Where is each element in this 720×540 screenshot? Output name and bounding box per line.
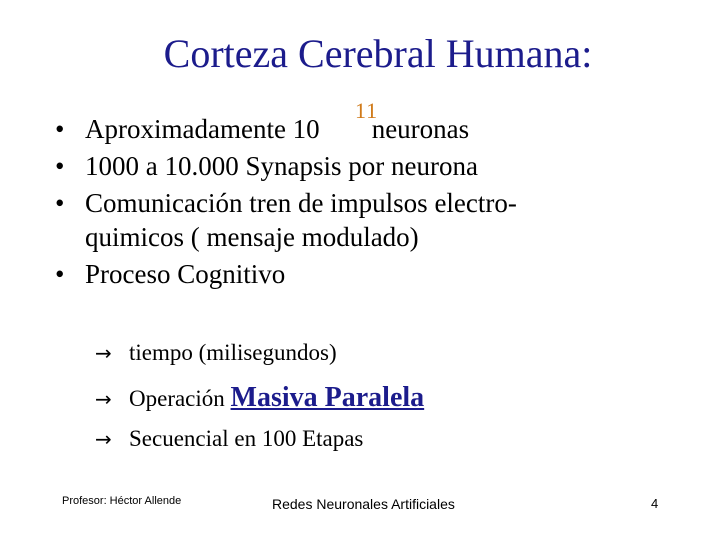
arrow-right-icon: → [95,427,112,451]
bullet-text: Proceso Cognitivo [85,259,286,289]
bullet-text-suffix: neuronas [371,114,470,144]
bullet-text-line1: Comunicación tren de impulsos electro- [85,188,517,218]
page-number: 4 [651,496,659,511]
sub-item-text: Operación [129,386,231,411]
sub-item-text: tiempo (milisegundos) [129,340,337,365]
sub-item-tiempo [95,340,337,366]
footer-author: Profesor: Héctor Allende [62,495,182,507]
sub-item-text: Secuencial en 100 Etapas [129,426,364,451]
bullet-neurons [55,98,695,146]
bullet-list [55,98,695,294]
bullet-dot-icon: • [55,114,65,144]
bullet-comunicacion [55,186,695,254]
exponent: 11 [355,98,379,123]
footer-course: Redes Neuronales Artificiales [272,496,455,512]
sub-item-operacion [95,382,424,414]
arrow-right-icon: → [95,341,112,365]
arrow-right-icon: → [95,387,112,411]
emphasis-text: Masiva Paralela [230,382,425,413]
bullet-dot-icon: • [55,188,65,218]
bullet-synapsis [55,149,695,183]
bullet-dot-icon: • [55,259,65,289]
bullet-text-line2: quimicos ( mensaje modulado) [85,222,419,252]
slide-title-text: Corteza Cerebral Humana: [163,31,593,76]
bullet-dot-icon: • [55,151,65,181]
bullet-text: 1000 a 10.000 Synapsis por neurona [85,151,478,181]
slide-title [0,30,720,77]
bullet-text: Aproximadamente 10 [85,114,320,144]
bullet-proceso [55,257,695,291]
sub-item-secuencial [95,426,363,452]
